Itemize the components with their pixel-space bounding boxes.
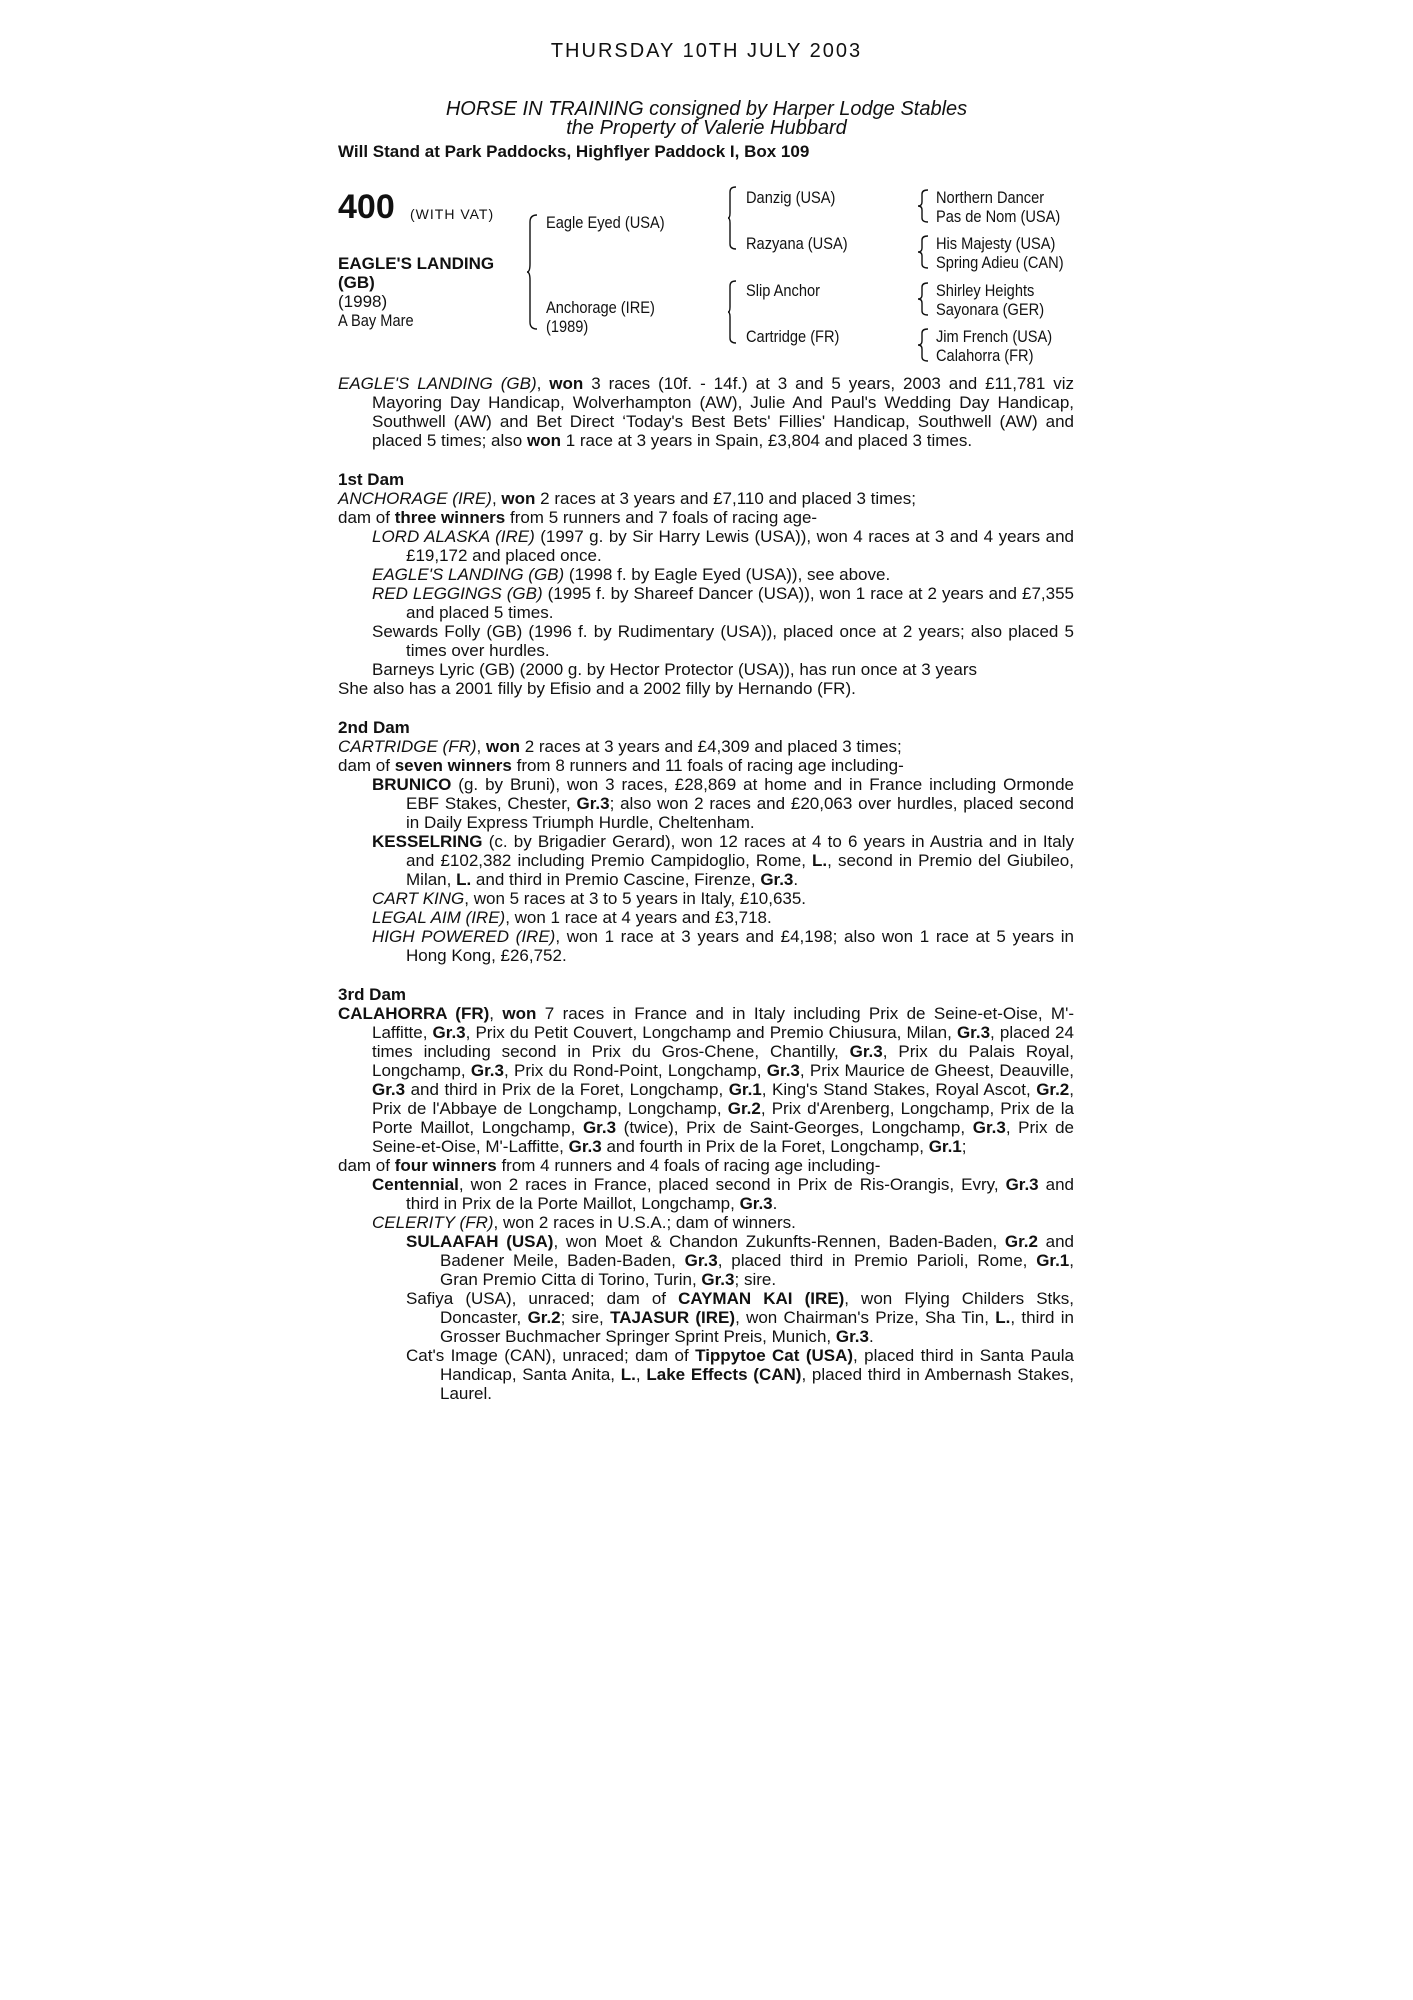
safiya-bold-1: CAYMAN KAI (IRE): [678, 1289, 845, 1308]
cats-image-bold-1: Tippytoe Cat (USA): [695, 1346, 854, 1365]
pedigree-brace-g3: [917, 282, 929, 316]
third-dam-t12: , Prix de Seine-et-Oise, M'-Laffitte,: [372, 1118, 1075, 1156]
first-dam-progeny-2: [338, 565, 1074, 584]
second-dam-comma: ,: [476, 737, 486, 756]
pedigree-dam-dam: [746, 327, 855, 347]
third-dam-won: won: [502, 1004, 537, 1023]
second-dam-dam-of-post: from 8 runners and 11 foals of racing age including-: [511, 756, 904, 775]
pedigree-sire-dam: [746, 234, 864, 254]
third-dam-grade-l: Gr.3: [568, 1137, 602, 1156]
second-dam-dam-of: [338, 756, 1074, 775]
third-dam-sulaafah: [338, 1232, 1074, 1289]
kesselring-text-a: (c. by Brigadier Gerard), won 12 races at 4 to 6 years in Austria and in Italy and £102,382 including Premio Campidoglio, Rome,: [406, 832, 1074, 870]
cats-image-text-a: Cat's Image (CAN), unraced; dam of: [406, 1346, 696, 1365]
sulaafah-text-c: , placed third in Premio Parioli, Rome,: [717, 1251, 1037, 1270]
pedigree-g2-text: Pas de Nom (USA): [936, 207, 1061, 226]
kesselring-grade: Gr.3: [760, 870, 794, 889]
third-dam-t1: 7 races in France and in Italy including Prix de Seine-et-Oise, M'-Laffitte,: [372, 1004, 1074, 1042]
third-dam-dam-of-pre: dam of: [338, 1156, 395, 1175]
sulaafah-grade-1: Gr.2: [1004, 1232, 1038, 1251]
third-dam-centennial: [338, 1175, 1074, 1213]
summary-comma: ,: [536, 374, 550, 393]
third-dam-safiya: [338, 1289, 1074, 1346]
third-dam-t13: and fourth in Prix de la Foret, Longchamp,: [601, 1137, 929, 1156]
property-text: the Property of Valerie Hubbard: [566, 117, 847, 139]
sulaafah-text-b: and Badener Meile, Baden-Baden,: [440, 1232, 1075, 1270]
second-dam-legal-aim: [338, 908, 1074, 927]
second-dam-dam-of-bold: seven winners: [394, 756, 512, 775]
safiya-listed: L.: [995, 1308, 1011, 1327]
first-dam-dam-of-post: from 5 runners and 7 foals of racing age-: [505, 508, 818, 527]
first-dam-dam-of: [338, 508, 1074, 527]
progeny-3-name: RED LEGGINGS (GB): [372, 584, 543, 603]
high-powered-text: , won 1 race at 3 years and £4,198; also won 1 race at 5 years in Hong Kong, £26,752.: [406, 927, 1074, 965]
kesselring-listed-1: L.: [812, 851, 828, 870]
first-dam-heading: 1st Dam: [338, 470, 405, 489]
horse-year: (1998): [338, 292, 388, 311]
pedigree-brace-sire: [727, 186, 737, 250]
cats-image-text-c: ,: [635, 1365, 647, 1384]
pedigree-g3-text: His Majesty (USA): [936, 234, 1056, 253]
first-dam-progeny-1: [338, 527, 1074, 565]
pedigree-dam-year-text: (1989): [546, 317, 589, 336]
centennial-grade-1: Gr.3: [1005, 1175, 1039, 1194]
vat-note: (WITH VAT): [410, 206, 495, 222]
centennial-grade-2: Gr.3: [739, 1194, 773, 1213]
safiya-text-b: , won Flying Childers Stks, Doncaster,: [440, 1289, 1074, 1327]
lot-number: 400: [338, 188, 395, 226]
pedigree-dam-dam-text: Cartridge (FR): [746, 327, 840, 346]
third-dam-grade-d: Gr.3: [470, 1061, 504, 1080]
pedigree-g1: [936, 188, 1062, 208]
third-dam-grade-k: Gr.3: [972, 1118, 1006, 1137]
third-dam-grade-b: Gr.3: [956, 1023, 991, 1042]
consign-text: HORSE IN TRAINING consigned by Harper Lodge Stables: [445, 98, 968, 120]
third-dam-dam-of: [338, 1156, 1074, 1175]
pedigree-g4-text: Spring Adieu (CAN): [936, 253, 1064, 272]
centennial-text-c: .: [772, 1194, 778, 1213]
cart-king-name: CART KING: [372, 889, 465, 908]
progeny-1-text: (1997 g. by Sir Harry Lewis (USA)), won 4 races at 3 and 4 years and £19,172 and placed once.: [406, 527, 1074, 565]
summary-paragraph: [338, 374, 1074, 450]
second-dam-name: CARTRIDGE (FR): [338, 737, 477, 756]
third-dam-celerity: [338, 1213, 1074, 1232]
third-dam-grade-f: Gr.3: [372, 1080, 406, 1099]
pedigree-g4: [936, 253, 1084, 273]
summary-text1: 3 races (10f. - 14f.) at 3 and 5 years, 2003 and £11,781 viz Mayoring Day Handicap, Wolverhampton (AW), Julie And Paul's Wedding Day Handicap, Southwell (AW) and Bet Direct ‘Today's Best Bets' Fillies' Handicap, Southwell (AW) and placed 5 times; also: [372, 374, 1074, 450]
second-dam-record: [338, 737, 1074, 756]
pedigree-brace-g4: [917, 328, 929, 362]
kesselring-text-b: , second in Premio del Giubileo, Milan,: [406, 851, 1074, 889]
pedigree-sire-sire: [746, 188, 850, 208]
third-dam-record: [338, 1004, 1074, 1156]
first-dam-record: [338, 489, 1074, 508]
sulaafah-text-e: ; sire.: [734, 1270, 777, 1289]
third-dam-t9: , Prix de l'Abbaye de Longchamp, Longchamp,: [372, 1080, 1075, 1118]
safiya-bold-2: TAJASUR (IRE): [610, 1308, 736, 1327]
third-dam-t5: , Prix du Rond-Point, Longchamp,: [503, 1061, 767, 1080]
kesselring-text-c: and third in Premio Cascine, Firenze,: [471, 870, 761, 889]
first-dam-note: She also has a 2001 filly by Efisio and a 2002 filly by Hernando (FR).: [338, 679, 856, 698]
second-dam-brunico: [338, 775, 1074, 832]
kesselring-text-d: .: [793, 870, 799, 889]
third-dam-name: CALAHORRA (FR): [338, 1004, 490, 1023]
brunico-text-a: (g. by Bruni), won 3 races, £28,869 at home and in France including Ormonde EBF Stakes, Chester,: [406, 775, 1074, 813]
first-dam-progeny-5: [338, 660, 1074, 679]
third-dam-cats-image: [338, 1346, 1074, 1403]
pedigree-g6-text: Sayonara (GER): [936, 300, 1045, 319]
pedigree-brace-dam: [727, 280, 737, 344]
sulaafah-grade-4: Gr.3: [701, 1270, 735, 1289]
third-dam-heading: 3rd Dam: [338, 985, 407, 1004]
first-dam-progeny-3: [338, 584, 1074, 622]
third-dam-t2: , Prix du Petit Couvert, Longchamp and Premio Chiusura, Milan,: [465, 1023, 957, 1042]
horse-name-line1: EAGLE'S LANDING: [338, 254, 495, 273]
cats-image-text-b: , placed third in Santa Paula Handicap, Santa Anita,: [440, 1346, 1074, 1384]
cart-king-text: , won 5 races at 3 to 5 years in Italy, £10,635.: [464, 889, 807, 908]
brunico-name: BRUNICO: [372, 775, 452, 794]
sale-date: THURSDAY 10TH JULY 2003: [550, 40, 863, 62]
legal-aim-text: , won 1 race at 4 years and £3,718.: [505, 908, 772, 927]
progeny-5-text: Barneys Lyric (GB) (2000 g. by Hector Protector (USA)), has run once at 3 years: [372, 660, 977, 679]
progeny-2-name: EAGLE'S LANDING (GB): [372, 565, 565, 584]
legal-aim-name: LEGAL AIM (IRE): [372, 908, 506, 927]
pedigree-brace-main: [526, 214, 538, 330]
safiya-text-e: , third in Grosser Buchmacher Springer Sprint Preis, Munich,: [440, 1308, 1074, 1346]
third-dam-t3: , placed 24 times including second in Prix du Gros-Chene, Chantilly,: [372, 1023, 1074, 1061]
property-line: [0, 117, 1413, 140]
second-dam-dam-of-pre: dam of: [338, 756, 395, 775]
third-dam-t7: and third in Prix de la Foret, Longchamp,: [405, 1080, 729, 1099]
summary-won2: won: [526, 431, 561, 450]
centennial-text-b: and third in Prix de la Porte Maillot, Longchamp,: [406, 1175, 1074, 1213]
sulaafah-text-a: , won Moet & Chandon Zukunfts-Rennen, Baden-Baden,: [553, 1232, 1005, 1251]
brunico-text-b: ; also won 2 races and £20,063 over hurdles, placed second in Daily Express Triumph Hurdle, Cheltenham.: [406, 794, 1074, 832]
second-dam-cart-king: [338, 889, 1074, 908]
summary-won: won: [549, 374, 584, 393]
third-dam-grade-m: Gr.1: [928, 1137, 962, 1156]
first-dam-name: ANCHORAGE (IRE): [338, 489, 492, 508]
safiya-text-c: ; sire,: [560, 1308, 611, 1327]
horse-description: [338, 311, 426, 331]
celerity-name: CELERITY (FR): [372, 1213, 494, 1232]
third-dam-comma: ,: [489, 1004, 503, 1023]
summary-horse-name: EAGLE'S LANDING (GB): [338, 374, 537, 393]
third-dam-grade-h: Gr.2: [1036, 1080, 1070, 1099]
catalogue-text: [338, 374, 1074, 1403]
safiya-text-f: .: [868, 1327, 874, 1346]
brunico-grade: Gr.3: [576, 794, 610, 813]
first-dam-dam-of-bold: three winners: [394, 508, 506, 527]
pedigree-g8-text: Calahorra (FR): [936, 346, 1034, 365]
pedigree-g7: [936, 327, 1071, 347]
second-dam-high-powered: [338, 927, 1074, 965]
pedigree-dam: [546, 298, 673, 318]
pedigree-dam-sire: [746, 281, 832, 301]
second-dam-record-text: 2 races at 3 years and £4,309 and placed 3 times;: [519, 737, 902, 756]
safiya-text-a: Safiya (USA), unraced; dam of: [406, 1289, 679, 1308]
third-dam-t14: ;: [961, 1137, 967, 1156]
third-dam-grade-g: Gr.1: [728, 1080, 762, 1099]
safiya-grade-1: Gr.2: [527, 1308, 561, 1327]
cats-image-bold-2: Lake Effects (CAN): [646, 1365, 802, 1384]
third-dam-t6: , Prix Maurice de Gheest, Deauville,: [799, 1061, 1075, 1080]
safiya-text-d: , won Chairman's Prize, Sha Tin,: [735, 1308, 996, 1327]
third-dam-dam-of-post: from 4 runners and 4 foals of racing age including-: [496, 1156, 881, 1175]
horse-name-line2: (GB): [338, 273, 375, 292]
stand-line: Will Stand at Park Paddocks, Highflyer Paddock I, Box 109: [338, 142, 810, 161]
pedigree-g2: [936, 207, 1081, 227]
first-dam-progeny-4: [338, 622, 1074, 660]
first-dam-record-text: 2 races at 3 years and £7,110 and placed 3 times;: [535, 489, 916, 508]
pedigree-dam-year: [546, 317, 595, 337]
safiya-grade-2: Gr.3: [835, 1327, 869, 1346]
centennial-text-a: , won 2 races in France, placed second in Prix de Ris-Orangis, Evry,: [458, 1175, 1006, 1194]
progeny-3-text: (1995 f. by Shareef Dancer (USA)), won 1 race at 2 years and £7,355 and placed 5 times.: [406, 584, 1074, 622]
cats-image-text-d: , placed third in Ambernash Stakes, Laurel.: [440, 1365, 1075, 1403]
first-dam-comma: ,: [491, 489, 502, 508]
summary-text2: 1 race at 3 years in Spain, £3,804 and placed 3 times.: [560, 431, 973, 450]
first-dam-won: won: [501, 489, 536, 508]
pedigree-brace-g2: [917, 235, 929, 269]
pedigree-sire: [546, 213, 684, 233]
third-dam-dam-of-bold: four winners: [394, 1156, 497, 1175]
pedigree-g5: [936, 281, 1050, 301]
third-dam-t4: , Prix du Palais Royal, Longchamp,: [372, 1042, 1075, 1080]
sulaafah-name: SULAAFAH (USA): [406, 1232, 554, 1251]
pedigree-g1-text: Northern Dancer: [936, 188, 1045, 207]
second-dam-heading: 2nd Dam: [338, 718, 410, 737]
third-dam-grade-c: Gr.3: [849, 1042, 883, 1061]
third-dam-grade-a: Gr.3: [432, 1023, 466, 1042]
pedigree-brace-g1: [917, 189, 929, 223]
pedigree-g3: [936, 234, 1075, 254]
sulaafah-grade-3: Gr.1: [1036, 1251, 1070, 1270]
high-powered-name: HIGH POWERED (IRE): [372, 927, 556, 946]
kesselring-name: KESSELRING: [372, 832, 483, 851]
centennial-name: Centennial: [372, 1175, 459, 1194]
second-dam-won: won: [485, 737, 520, 756]
third-dam-t8: , King's Stand Stakes, Royal Ascot,: [761, 1080, 1037, 1099]
third-dam-t10: , Prix d'Arenberg, Longchamp, Prix de la Porte Maillot, Longchamp,: [372, 1099, 1074, 1137]
pedigree-dam-sire-text: Slip Anchor: [746, 281, 820, 300]
pedigree-g8: [936, 346, 1049, 366]
pedigree-g5-text: Shirley Heights: [936, 281, 1035, 300]
horse-name: [338, 254, 528, 292]
cats-image-listed: L.: [620, 1365, 636, 1384]
celerity-text: , won 2 races in U.S.A.; dam of winners.: [493, 1213, 796, 1232]
third-dam-grade-i: Gr.2: [727, 1099, 761, 1118]
progeny-2-text: (1998 f. by Eagle Eyed (USA)), see above.: [564, 565, 891, 584]
pedigree-sire-text: Eagle Eyed (USA): [546, 213, 665, 232]
third-dam-grade-e: Gr.3: [766, 1061, 800, 1080]
pedigree-sire-dam-text: Razyana (USA): [746, 234, 848, 253]
sulaafah-grade-2: Gr.3: [684, 1251, 718, 1270]
pedigree-g7-text: Jim French (USA): [936, 327, 1053, 346]
pedigree-sire-sire-text: Danzig (USA): [746, 188, 836, 207]
sulaafah-text-d: , Gran Premio Citta di Torino, Turin,: [440, 1251, 1075, 1289]
horse-description-text: A Bay Mare: [338, 311, 414, 330]
progeny-1-name: LORD ALASKA (IRE): [372, 527, 535, 546]
pedigree-dam-text: Anchorage (IRE): [546, 298, 655, 317]
pedigree-g6: [936, 300, 1062, 320]
first-dam-dam-of-pre: dam of: [338, 508, 395, 527]
kesselring-listed-2: L.: [456, 870, 472, 889]
third-dam-t11: (twice), Prix de Saint-Georges, Longchamp,: [616, 1118, 973, 1137]
progeny-4-text: Sewards Folly (GB) (1996 f. by Rudimentary (USA)), placed once at 2 years; also placed 5 times over hurdles.: [372, 622, 1074, 660]
second-dam-kesselring: [338, 832, 1074, 889]
third-dam-grade-j: Gr.3: [582, 1118, 617, 1137]
